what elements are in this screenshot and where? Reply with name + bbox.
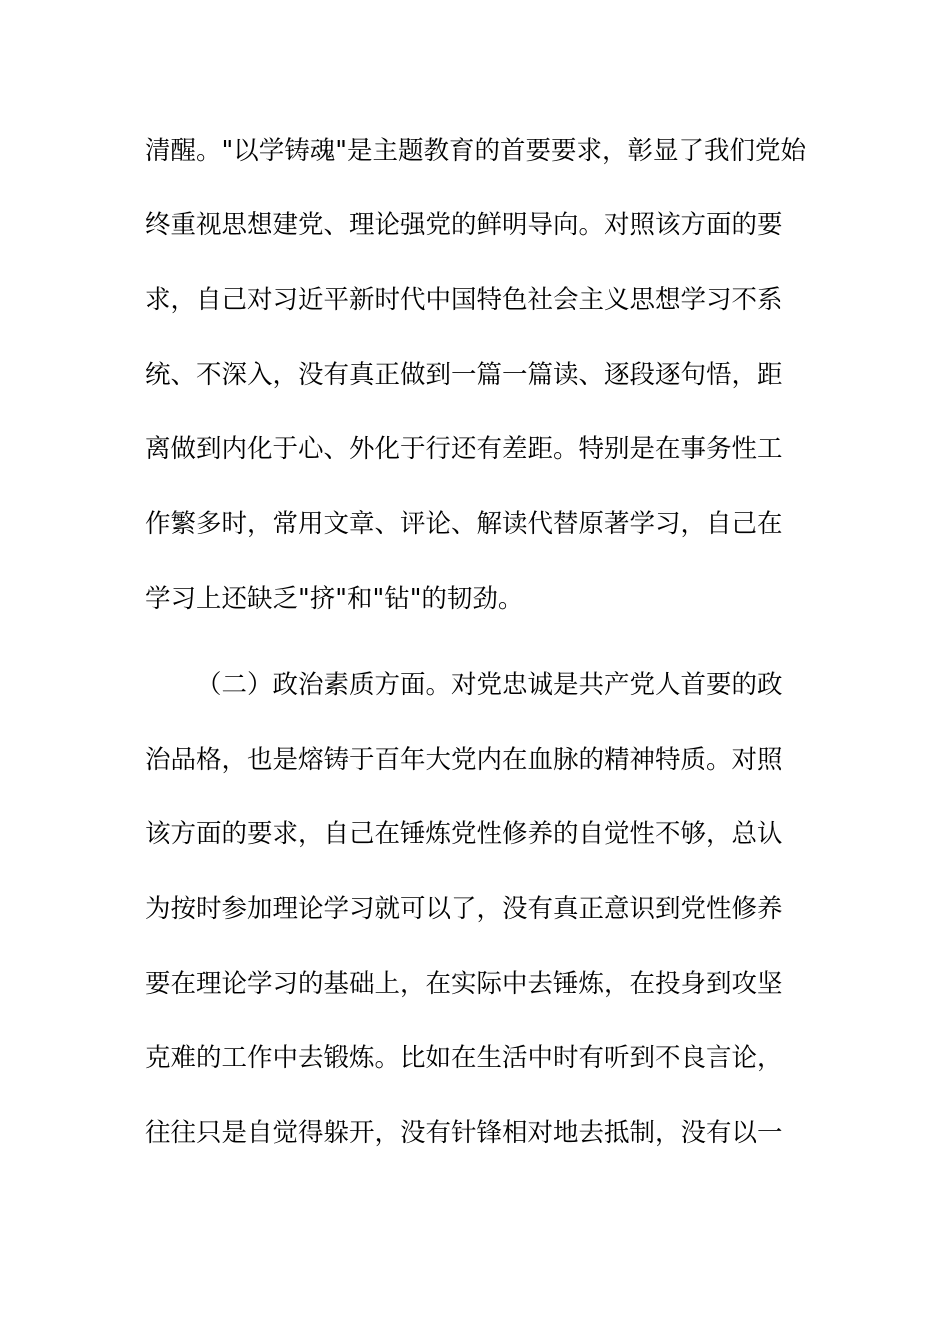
text-line: 作繁多时，常用文章、评论、解读代替原著学习，自己在: [145, 509, 783, 539]
text-line: 该方面的要求，自己在锤炼党性修养的自觉性不够，总认: [145, 819, 783, 849]
text-line: 终重视思想建党、理论强党的鲜明导向。对照该方面的要: [145, 210, 783, 240]
text-line: 克难的工作中去锻炼。比如在生活中时有听到不良言论，: [145, 1043, 783, 1073]
text-line: 求，自己对习近平新时代中国特色社会主义思想学习不系: [145, 285, 783, 315]
text-line: 要在理论学习的基础上，在实际中去锤炼，在投身到攻坚: [145, 969, 783, 999]
text-line: 统、不深入，没有真正做到一篇一篇读、逐段逐句悟，距: [145, 360, 783, 390]
text-line: 清醒。"以学铸魂"是主题教育的首要要求，彰显了我们党始: [145, 136, 806, 166]
text-line: 为按时参加理论学习就可以了，没有真正意识到党性修养: [145, 894, 783, 924]
text-line: 治品格，也是熔铸于百年大党内在血脉的精神特质。对照: [145, 745, 783, 775]
text-line: 离做到内化于心、外化于行还有差距。特别是在事务性工: [145, 434, 783, 464]
section-heading-line: （二）政治素质方面。对党忠诚是共产党人首要的政: [196, 670, 783, 700]
text-line: 学习上还缺乏"挤"和"钻"的韧劲。: [145, 584, 524, 614]
text-line: 往往只是自觉得躲开，没有针锋相对地去抵制，没有以一: [145, 1118, 783, 1148]
